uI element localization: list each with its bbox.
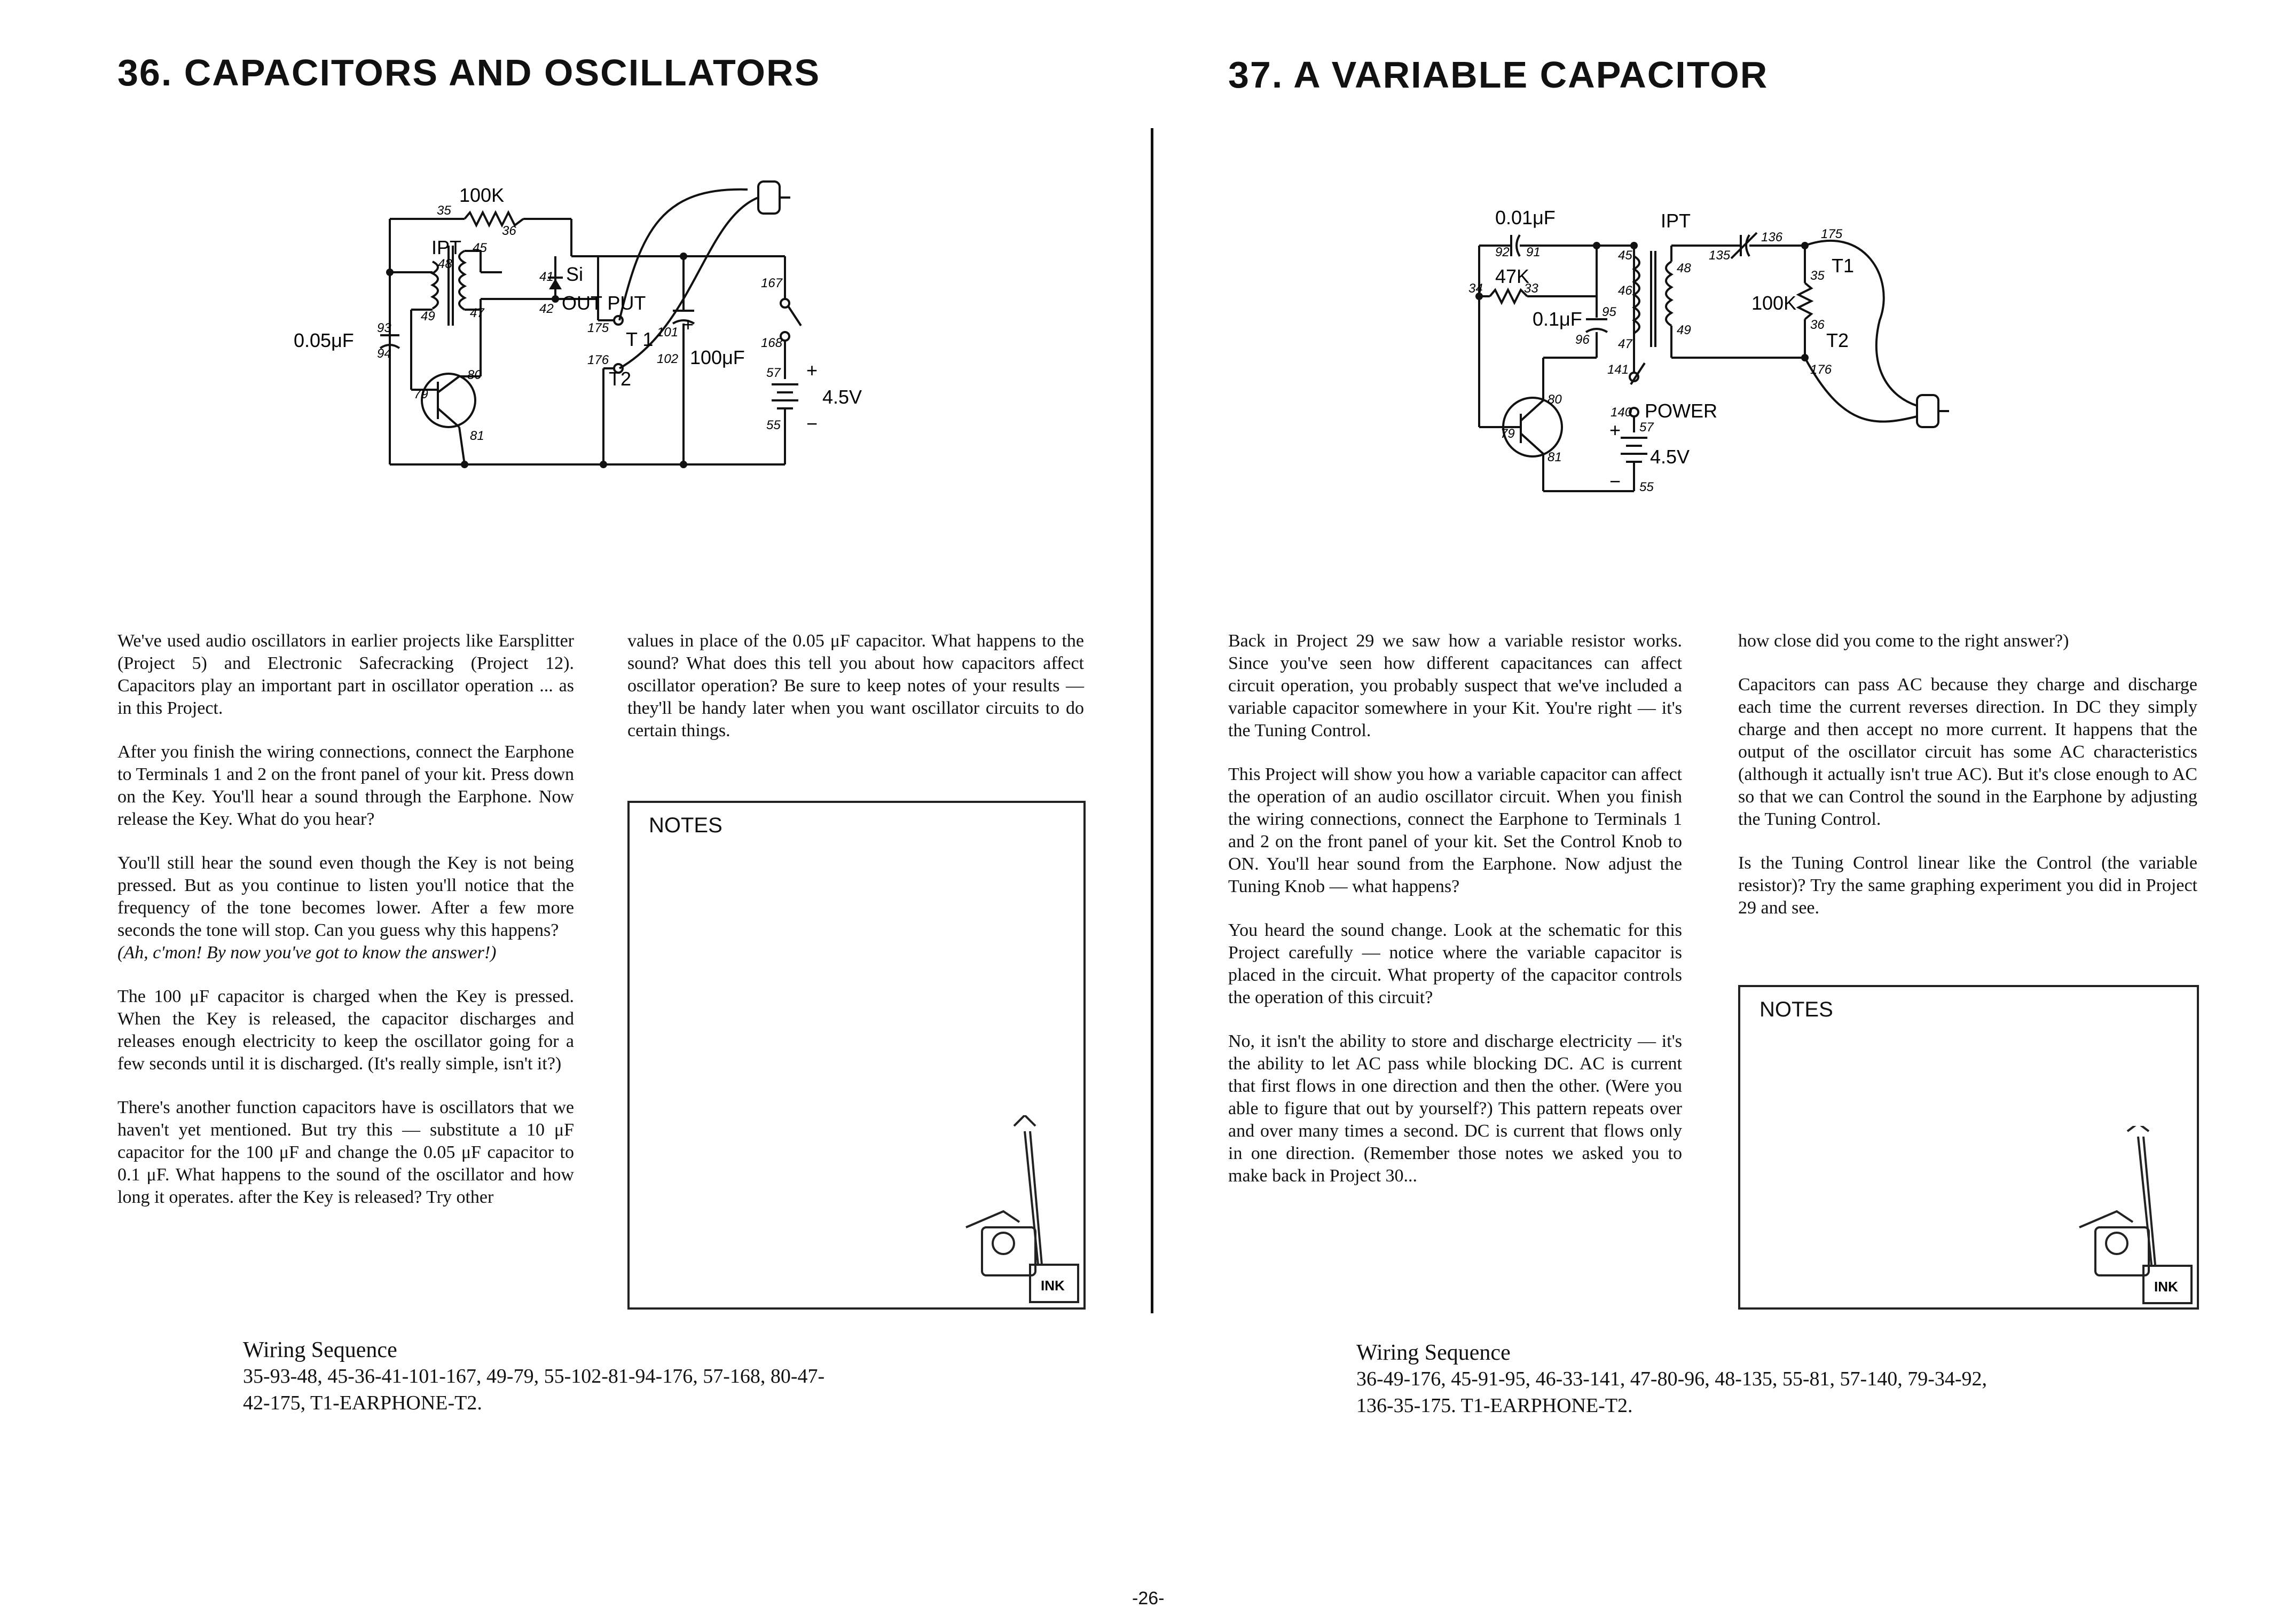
terminal-47: 47 — [1618, 337, 1632, 351]
terminal-140: 140 — [1611, 405, 1632, 420]
terminal-45: 45 — [1618, 248, 1632, 263]
battery-minus: − — [806, 413, 818, 435]
t2-label: T2 — [1826, 329, 1849, 351]
resistor-47k-label: 47K — [1495, 265, 1530, 287]
t1-label: T 1 — [626, 328, 654, 350]
terminal-96: 96 — [1575, 333, 1590, 347]
paragraph: After you finish the wiring connections, connect the Earphone to Terminals 1 and 2 on the front panel of your kit. Press down on the Key. You'll hear a sound through the Earphone. Now release the Key. What do you hear? — [117, 742, 574, 829]
terminal-94: 94 — [377, 346, 391, 361]
terminal-36: 36 — [1810, 318, 1825, 332]
wiring-sequence-title: Wiring Sequence — [1356, 1341, 1511, 1365]
ipt-label: IPT — [1661, 210, 1691, 232]
power-label: POWER — [1645, 400, 1718, 422]
t1-label: T1 — [1832, 255, 1855, 277]
terminal-81: 81 — [470, 429, 484, 443]
resistor-100k-label: 100K — [459, 184, 505, 206]
terminal-48: 48 — [438, 257, 452, 271]
terminal-175: 175 — [587, 321, 609, 335]
terminal-135: 135 — [1709, 248, 1731, 263]
terminal-176: 176 — [587, 353, 609, 367]
terminal-55: 55 — [1639, 480, 1654, 494]
right-wiring-block — [1356, 1340, 1987, 1419]
right-notes-box — [1738, 985, 2199, 1310]
terminal-55: 55 — [766, 418, 781, 432]
notes-label: NOTES — [649, 814, 722, 837]
paragraph: No, it isn't the ability to store and discharge electricity — it's the ability to let AC pass while blocking DC. AC is current that first flows in one direction and then the other. (Were you able to figure that out by yourself?) This pattern repeats over and over many times a second. DC is current that flows only in one direction. (Remember those notes we asked you to make back in Project 30... — [1228, 1031, 1682, 1186]
ink-label: INK — [1041, 1278, 1065, 1294]
si-label: Si — [566, 263, 584, 285]
terminal-57: 57 — [1639, 420, 1654, 435]
wiring-sequence-line: 35-93-48, 45-36-41-101-167, 49-79, 55-102-81-94-176, 57-168, 80-47- — [243, 1365, 825, 1388]
battery-plus: + — [1609, 419, 1621, 441]
terminal-80: 80 — [1548, 392, 1562, 407]
terminal-34: 34 — [1468, 281, 1483, 296]
left-schematic — [288, 165, 918, 475]
paragraph: You heard the sound change. Look at the schematic for this Project carefully — notice where the variable capacitor is placed in the circuit. What property of the capacitor controls the operation of this circuit? — [1228, 920, 1682, 1007]
terminal-102: 102 — [657, 352, 679, 366]
resistor-100k-label: 100K — [1751, 292, 1797, 314]
right-column-1 — [1228, 630, 1682, 1209]
terminal-81: 81 — [1548, 450, 1562, 464]
wiring-sequence-line: 36-49-176, 45-91-95, 46-33-141, 47-80-96, 48-135, 55-81, 57-140, 79-34-92, — [1356, 1368, 1988, 1390]
ink-mascot-icon — [2058, 1126, 2197, 1307]
terminal-175: 175 — [1821, 227, 1843, 241]
notes-label: NOTES — [1759, 998, 1833, 1021]
wiring-sequence-title: Wiring Sequence — [243, 1338, 397, 1362]
paragraph: values in place of the 0.05 μF capacitor. What happens to the sound? What does this tell you about how capacitors affect oscillator operation? Be sure to keep notes of your results — they'll be handy later when you want oscillator circuits to do certain things. — [627, 631, 1084, 740]
terminal-42: 42 — [539, 302, 554, 316]
cap-001-label: 0.01μF — [1495, 207, 1556, 228]
terminal-92: 92 — [1495, 245, 1510, 259]
paragraph-aside: (Ah, c'mon! By now you've got to know the answer!) — [117, 943, 497, 963]
paragraph: This Project will show you how a variable capacitor can affect the operation of an audio oscillator circuit. When you finish the wiring connections, connect the Earphone to Terminals 1 and 2 on the front panel of your kit. Set the Control Knob to ON. You'll hear sound from the Earphone. Now adjust the Tuning Knob — what happens? — [1228, 764, 1682, 896]
cap-005-label: 0.05μF — [294, 329, 354, 351]
terminal-95: 95 — [1602, 305, 1616, 319]
terminal-167: 167 — [761, 276, 783, 290]
terminal-57: 57 — [766, 366, 781, 380]
terminal-168: 168 — [761, 336, 783, 350]
left-notes-box — [627, 801, 1086, 1310]
terminal-46: 46 — [1618, 283, 1632, 298]
ink-label: INK — [2154, 1279, 2178, 1295]
page-number: -26- — [1132, 1588, 1165, 1609]
battery-minus: − — [1609, 470, 1621, 492]
left-page-title: 36. CAPACITORS AND OSCILLATORS — [117, 52, 821, 93]
wiring-sequence-line: 136-35-175. T1-EARPHONE-T2. — [1356, 1394, 1633, 1417]
paragraph: You'll still hear the sound even though the Key is not being pressed. But as you continue to listen you'll notice that the frequency of the tone becomes lower. After a few more seconds the tone will stop. Can you guess why this happens? — [117, 853, 574, 940]
paragraph: The 100 μF capacitor is charged when the Key is pressed. When the Key is released, the capacitor discharges and releases enough electricity to keep the oscillator going for a few seconds until it is discharged. (It's really simple, isn't it?) — [117, 987, 574, 1074]
terminal-47: 47 — [470, 306, 484, 320]
terminal-79: 79 — [414, 387, 428, 401]
wiring-sequence-line: 42-175, T1-EARPHONE-T2. — [243, 1392, 482, 1414]
terminal-93: 93 — [377, 321, 391, 335]
left-column-2 — [627, 630, 1084, 763]
right-page-title: 37. A VARIABLE CAPACITOR — [1228, 54, 1769, 96]
cap-01-label: 0.1μF — [1533, 308, 1582, 330]
terminal-79: 79 — [1501, 427, 1515, 441]
paragraph: how close did you come to the right answer?) — [1738, 631, 2069, 651]
battery-45v-label: 4.5V — [822, 386, 862, 408]
left-wiring-block — [243, 1337, 824, 1416]
terminal-136: 136 — [1761, 230, 1783, 245]
terminal-33: 33 — [1524, 281, 1538, 296]
left-column-1 — [117, 630, 574, 1230]
output-label: OUT PUT — [562, 292, 646, 314]
battery-45v-label: 4.5V — [1650, 446, 1690, 468]
cap-plus: + — [682, 313, 694, 335]
right-column-2 — [1738, 630, 2197, 941]
paragraph: Capacitors can pass AC because they charge and discharge each time the current reverses direction. In DC they simply charge and then accept no more current. It happens that the output of the oscillator circuit has some AC characteristics (although it actually isn't true AC). But it's close enough to AC so that we can Control the sound in the Earphone by adjusting the Tuning Control. — [1738, 675, 2197, 829]
terminal-80: 80 — [467, 368, 482, 382]
terminal-41: 41 — [539, 270, 554, 284]
terminal-176: 176 — [1810, 362, 1832, 377]
paragraph: Back in Project 29 we saw how a variable resistor works. Since you've seen how different capacitances can affect circuit operation, you probably suspect that we've included a variable capacitor somewhere in your Kit. You're right — it's the Tuning Control. — [1228, 631, 1682, 740]
paragraph: We've used audio oscillators in earlier projects like Earsplitter (Project 5) and Electronic Safecracking (Project 12). Capacitors play an important part in oscillator operation ... as in this Project. — [117, 631, 574, 718]
battery-plus: + — [806, 359, 818, 381]
paragraph: Is the Tuning Control linear like the Control (the variable resistor)? Try the same graphing experiment you did in Project 29 and see. — [1738, 853, 2197, 918]
terminal-35: 35 — [437, 203, 451, 218]
terminal-49: 49 — [1677, 323, 1691, 337]
terminal-35: 35 — [1810, 269, 1825, 283]
t2-label: T2 — [609, 368, 632, 390]
ipt-label: IPT — [431, 236, 462, 258]
terminal-101: 101 — [657, 325, 679, 340]
terminal-36: 36 — [502, 224, 516, 238]
right-schematic — [1458, 203, 1992, 513]
terminal-91: 91 — [1526, 245, 1541, 259]
terminal-141: 141 — [1607, 362, 1629, 377]
terminal-48: 48 — [1677, 261, 1691, 275]
cap-100uf-label: 100μF — [690, 346, 745, 368]
terminal-45: 45 — [473, 241, 487, 255]
paragraph: There's another function capacitors have is oscillators that we haven't yet mentioned. But try this — substitute a 10 μF capacitor for the 100 μF and change the 0.05 μF capacitor to 0.1 μF. What happens to the sound of the oscillator and how long it operates. after the Key is released? Try other — [117, 1098, 574, 1207]
ink-mascot-icon — [945, 1115, 1083, 1307]
terminal-49: 49 — [421, 309, 435, 324]
page-divider — [1151, 128, 1153, 1313]
